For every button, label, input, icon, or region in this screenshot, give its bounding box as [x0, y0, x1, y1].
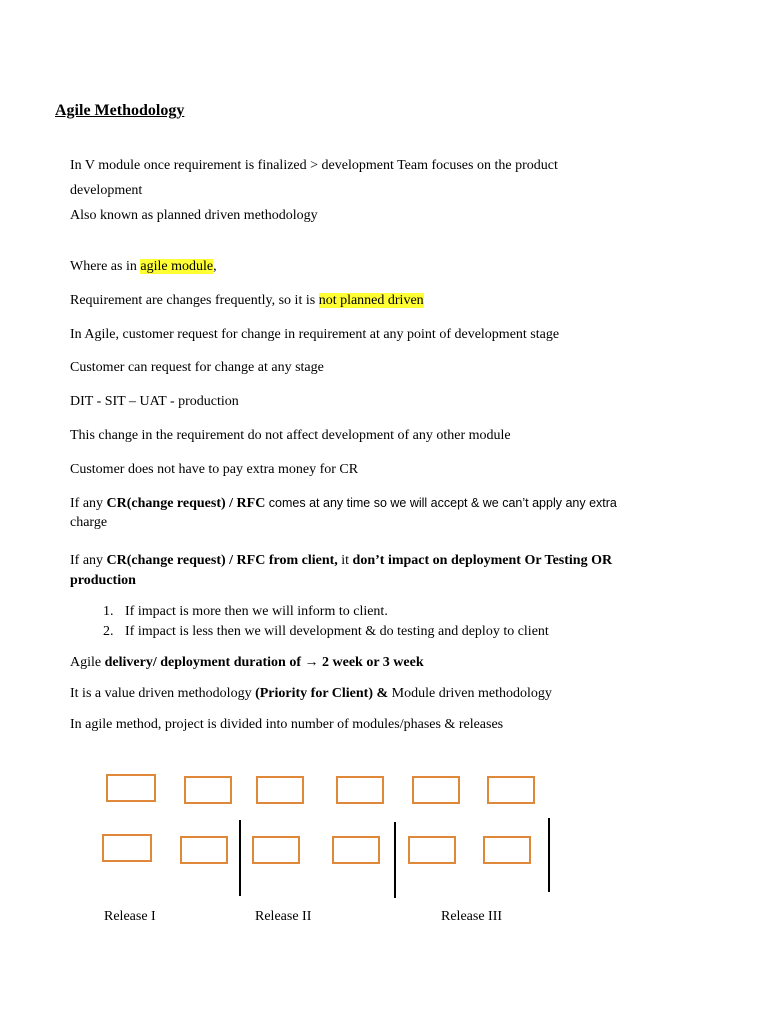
- no-affect-line: This change in the requirement do not affect development of any other module: [70, 428, 511, 443]
- module-box: [332, 836, 380, 864]
- not-planned-highlight: not planned driven: [318, 293, 424, 308]
- v-model-line-1: In V module once requirement is finalized > development Team focuses on the product: [70, 158, 558, 173]
- delivery-prefix: Agile: [70, 655, 105, 670]
- release-divider: [548, 818, 550, 892]
- v-model-line-2: development: [70, 183, 143, 198]
- release-label-1: Release I: [104, 909, 156, 924]
- list-item: [103, 622, 549, 642]
- customer-request-line: Customer can request for change at any stage: [70, 360, 324, 375]
- cr-accept-line: [70, 494, 617, 513]
- cr-accept-line-2: charge: [70, 515, 108, 530]
- agile-module-highlight: agile module: [140, 259, 214, 274]
- module-box: [336, 776, 384, 804]
- module-box: [252, 836, 300, 864]
- cr-impact-bold-2: don’t impact on deployment Or Testing OR: [352, 553, 613, 568]
- module-box: [102, 834, 152, 862]
- v-model-line-3: Also known as planned driven methodology: [70, 208, 318, 223]
- module-box: [408, 836, 456, 864]
- module-box: [256, 776, 304, 804]
- divided-line: In agile method, project is divided into number of modules/phases & releases: [70, 717, 504, 732]
- module-box: [184, 776, 232, 804]
- value-prefix: It is a value driven methodology: [70, 686, 256, 701]
- stages-line: DIT - SIT – UAT - production: [70, 394, 239, 409]
- value-driven-line: [70, 685, 552, 703]
- where-as-line: [70, 258, 217, 276]
- requirement-prefix: Requirement are changes frequently, so it is: [70, 293, 319, 308]
- impact-list: [103, 602, 549, 642]
- release-divider: [394, 822, 396, 898]
- delivery-line: [70, 654, 424, 672]
- release-label-3: Release III: [441, 909, 503, 924]
- list-text: If impact is more then we will inform to client.: [125, 604, 388, 619]
- where-as-suffix: ,: [213, 259, 217, 274]
- page-title: Agile Methodology: [55, 102, 185, 119]
- requirement-line: [70, 292, 424, 310]
- agile-change-line: In Agile, customer request for change in requirement at any point of development stage: [70, 327, 560, 342]
- cr-impact-mid: it: [337, 553, 353, 568]
- release-divider: [239, 820, 241, 896]
- list-item: [103, 602, 549, 622]
- module-box: [487, 776, 535, 804]
- cr-impact-prefix: If any: [70, 553, 107, 568]
- list-text: If impact is less then we will development & do testing and deploy to client: [125, 624, 549, 639]
- module-box: [180, 836, 228, 864]
- list-number: 1.: [103, 604, 114, 619]
- module-box: [483, 836, 531, 864]
- list-number: 2.: [103, 624, 114, 639]
- cr-accept-bold: CR(change request) / RFC: [106, 496, 266, 511]
- cr-accept-prefix: If any: [70, 496, 107, 511]
- value-bold: (Priority for Client) &: [255, 686, 389, 701]
- value-suffix: Module driven methodology: [388, 686, 552, 701]
- release-label-2: Release II: [255, 909, 312, 924]
- delivery-bold: delivery/ deployment duration of → 2 week or 3 week: [104, 655, 424, 670]
- where-as-prefix: Where as in: [70, 259, 141, 274]
- module-box: [412, 776, 460, 804]
- cr-impact-line-2: production: [70, 573, 136, 588]
- no-money-line: Customer does not have to pay extra money for CR: [70, 462, 359, 477]
- cr-impact-bold: CR(change request) / RFC from client,: [106, 553, 338, 568]
- cr-accept-rest: comes at any time so we will accept & we can’t apply any extra: [265, 496, 617, 510]
- module-box: [106, 774, 156, 802]
- cr-impact-line: [70, 552, 612, 570]
